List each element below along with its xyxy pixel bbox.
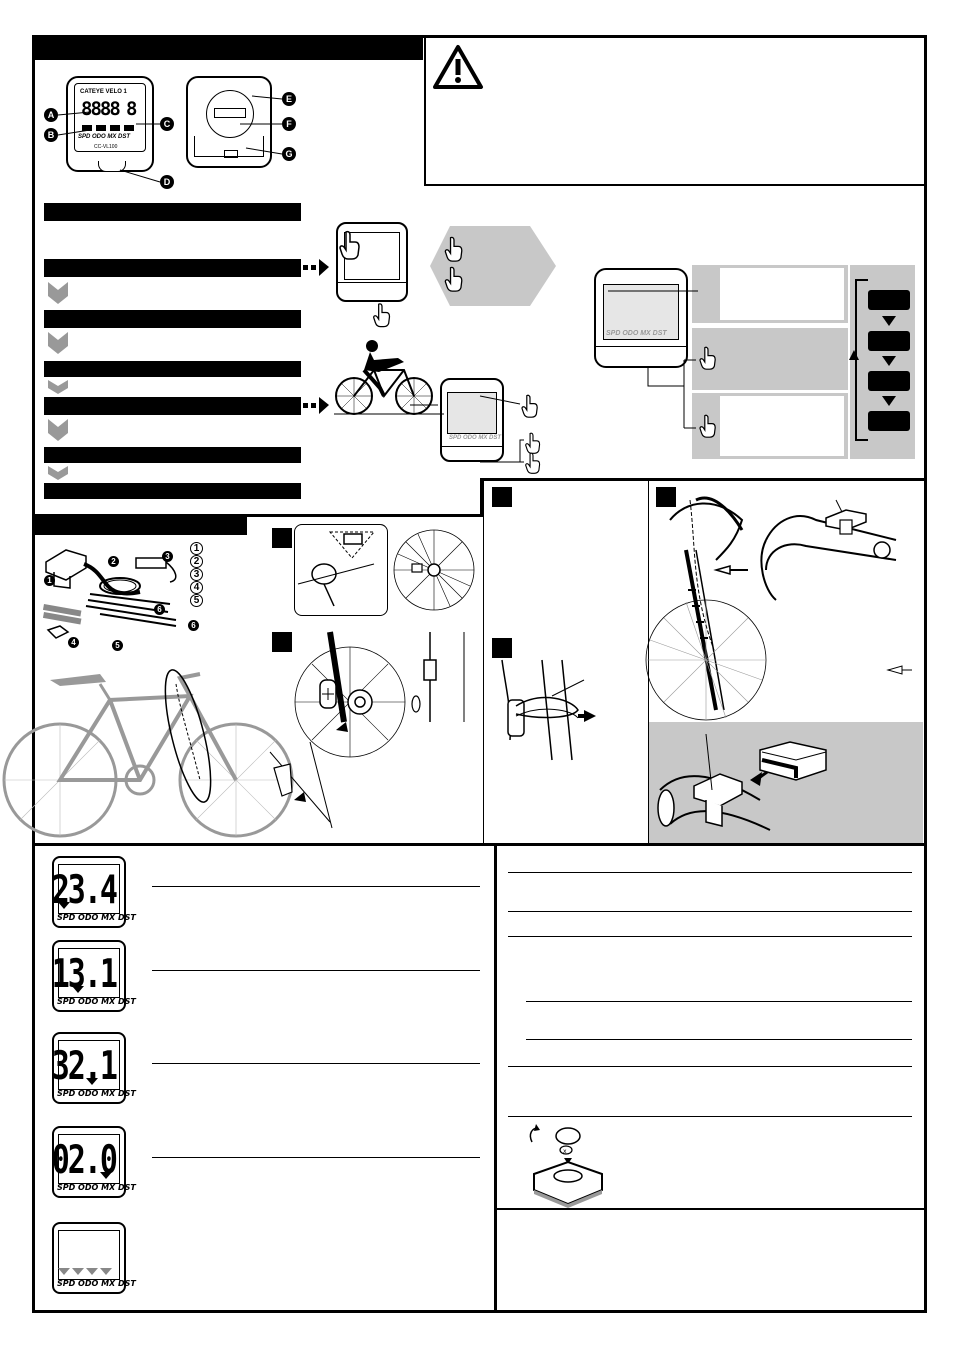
display-max-speed-value: 32.1 xyxy=(51,1044,116,1090)
display-all-modes xyxy=(52,1222,136,1294)
magnet-clamp-drawing xyxy=(492,660,642,760)
mode-marker xyxy=(72,986,84,993)
display-mode-labels: SPD ODO MX DST xyxy=(57,1279,136,1288)
mode-cycle-arrows xyxy=(0,0,954,520)
parts-tag-3: 3 xyxy=(162,551,173,562)
mode-marker xyxy=(58,902,70,909)
parts-drawing xyxy=(40,540,240,650)
mode-marker xyxy=(58,1268,70,1275)
parts-tag-5: 5 xyxy=(112,640,123,651)
display-max-speed xyxy=(51,1032,136,1104)
operation-unit-drawing: SPD ODO MX DST xyxy=(440,378,504,462)
part-label-b: B xyxy=(44,128,58,142)
bracket-attach-drawing xyxy=(650,730,850,840)
parts-tag-4: 4 xyxy=(68,637,79,648)
svg-text:x: x xyxy=(563,1148,567,1155)
mode-marker xyxy=(100,1268,112,1275)
cable-routing-drawing xyxy=(656,490,926,720)
mode-marker xyxy=(100,1172,112,1179)
part-label-c: C xyxy=(160,117,174,131)
display-mode-labels: SPD ODO MX DST xyxy=(57,1089,136,1098)
parts-tag-1: 1 xyxy=(44,575,55,586)
installation-header-bar xyxy=(35,517,247,535)
part-label-f: F xyxy=(282,117,296,131)
mode-marker xyxy=(86,1078,98,1085)
display-distance-value: 02.0 xyxy=(51,1138,116,1184)
part-label-e: E xyxy=(282,92,296,106)
part-label-a: A xyxy=(44,108,58,122)
brand-text: CATEYE VELO 1 xyxy=(80,89,127,95)
display-speed xyxy=(51,856,136,928)
parts-tag-2: 2 xyxy=(108,556,119,567)
parts-list-num-2: 2 xyxy=(190,555,203,568)
display-speed-value: 23.4 xyxy=(51,868,116,914)
mode-marker xyxy=(72,1268,84,1275)
parts-list-num-5: 5 xyxy=(190,594,203,607)
sensor-mount-drawing xyxy=(294,524,484,624)
parts-list-num-1: 1 xyxy=(190,542,203,555)
initial-digit-suffix: 8 xyxy=(126,98,138,120)
step-label-3 xyxy=(492,487,512,507)
parts-tag-6b: 6 xyxy=(188,620,199,631)
battery-replacement-drawing xyxy=(526,1124,616,1210)
parts-list-num-4: 4 xyxy=(190,581,203,594)
function-unit-drawing: SPD ODO MX DST xyxy=(594,268,688,368)
step-label-1 xyxy=(272,528,292,548)
part-label-d: D xyxy=(160,175,174,189)
display-odometer xyxy=(51,940,136,1012)
display-odometer-value: 13.1 xyxy=(51,952,116,998)
model-text: CC-VL100 xyxy=(94,144,118,150)
sensor-fork-drawing xyxy=(270,632,480,832)
display-mode-labels: SPD ODO MX DST xyxy=(57,1183,136,1192)
display-mode-labels: SPD ODO MX DST xyxy=(57,997,136,1006)
mode-marker xyxy=(86,1268,98,1275)
display-distance xyxy=(51,1126,136,1198)
bicycle-drawing xyxy=(40,660,270,840)
initial-digits: 8888 xyxy=(81,98,119,120)
parts-list-num-3: 3 xyxy=(190,568,203,581)
front-mode-labels: SPD ODO MX DST xyxy=(78,134,131,140)
display-mode-labels: SPD ODO MX DST xyxy=(57,913,136,922)
parts-tag-6: 6 xyxy=(154,604,165,615)
step-label-4 xyxy=(492,638,512,658)
part-label-g: G xyxy=(282,147,296,161)
